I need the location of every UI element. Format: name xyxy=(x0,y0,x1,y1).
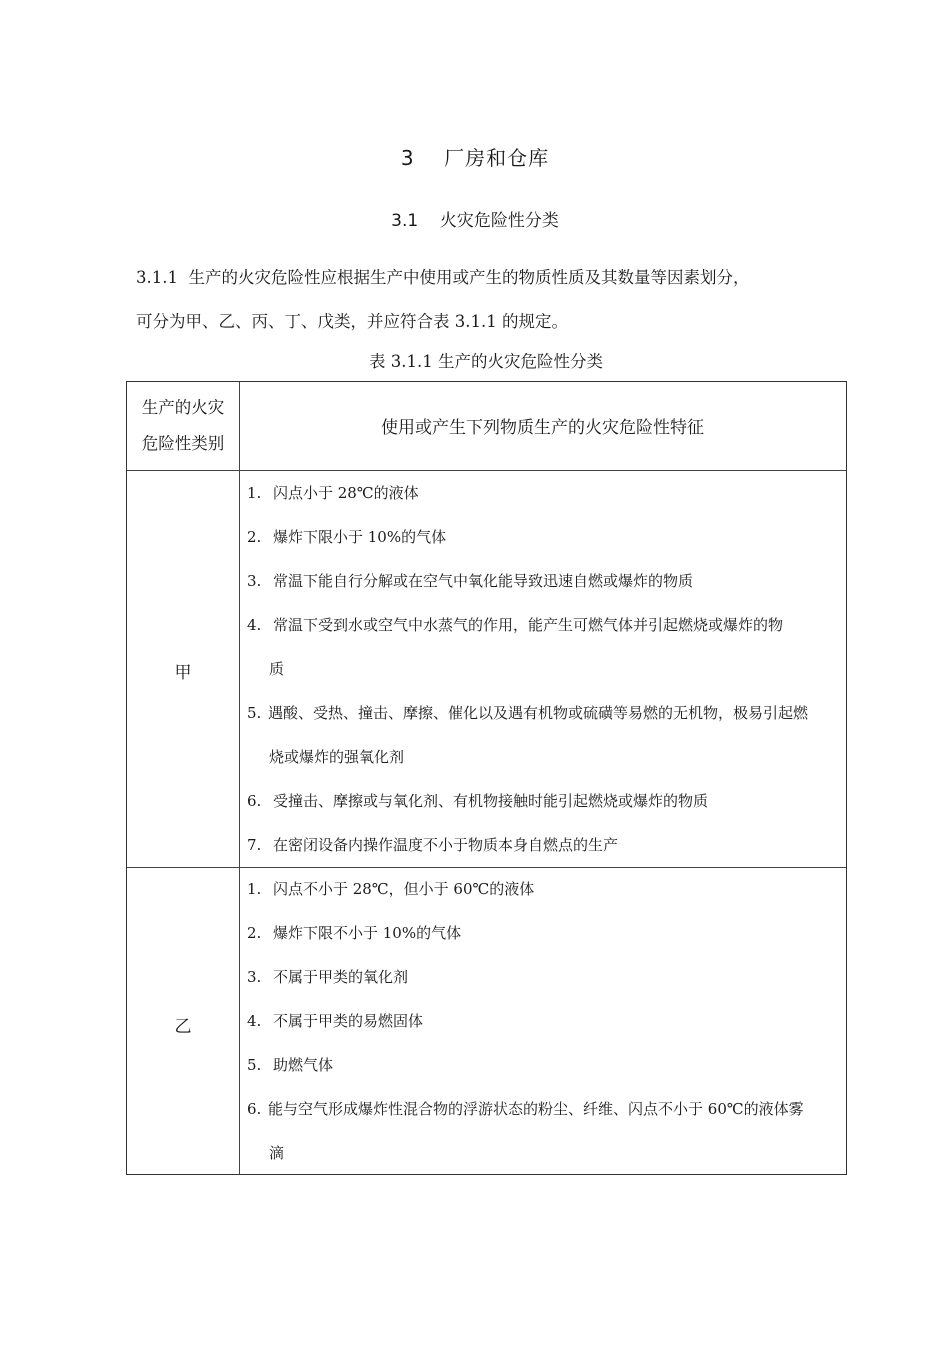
list-item-continuation: 滴 xyxy=(269,1144,285,1162)
header-features-cell: 使用或产生下列物质生产的火灾危险性特征 xyxy=(381,418,704,438)
section-number: 3.1 xyxy=(391,211,419,231)
list-item: 1. 闪点小于 28℃的液体 xyxy=(247,484,419,502)
chapter-number: 3 xyxy=(400,146,415,170)
section-name: 火灾危险性分类 xyxy=(439,211,559,231)
list-item: 1. 闪点不小于 28℃，但小于 60℃的液体 xyxy=(247,880,535,898)
list-item: 4. 常温下受到水或空气中水蒸气的作用，能产生可燃气体并引起燃烧或爆炸的物 xyxy=(247,616,784,634)
column-divider xyxy=(239,382,240,1174)
table-caption: 表 3.1.1 生产的火灾危险性分类 xyxy=(369,352,603,371)
clause-paragraph xyxy=(136,256,836,344)
list-item: 5. 助燃气体 xyxy=(247,1056,334,1074)
list-item: 2. 爆炸下限不小于 10%的气体 xyxy=(247,924,462,942)
class-label-yi: 乙 xyxy=(174,1017,192,1037)
header-divider xyxy=(127,470,846,471)
list-item: 4. 不属于甲类的易燃固体 xyxy=(247,1012,424,1030)
section-title xyxy=(0,206,950,231)
header-class-line-1: 生产的火灾 xyxy=(141,398,225,417)
list-item: 6. 能与空气形成爆炸性混合物的浮游状态的粉尘、纤维、闪点不小于 60℃的液体雾 xyxy=(247,1100,804,1118)
list-item: 6. 受撞击、摩擦或与氧化剂、有机物接触时能引起燃烧或爆炸的物质 xyxy=(247,792,709,810)
chapter-name: 厂房和仓库 xyxy=(444,146,550,170)
clause-line-2: 可分为甲、乙、丙、丁、戊类，并应符合表 3.1.1 的规定。 xyxy=(136,312,568,331)
list-item-continuation: 烧或爆炸的强氧化剂 xyxy=(269,748,405,766)
list-item-continuation: 质 xyxy=(269,660,285,678)
list-item: 2. 爆炸下限小于 10%的气体 xyxy=(247,528,447,546)
header-class-line-2: 危险性类别 xyxy=(141,434,225,453)
list-item: 5. 遇酸、受热、撞击、摩擦、催化以及遇有机物或硫磺等易燃的无机物，极易引起燃 xyxy=(247,704,809,722)
class-label-jia: 甲 xyxy=(174,663,192,683)
list-item: 3. 常温下能自行分解或在空气中氧化能导致迅速自燃或爆炸的物质 xyxy=(247,572,694,590)
list-item: 3. 不属于甲类的氧化剂 xyxy=(247,968,409,986)
clause-line-1: 生产的火灾危险性应根据生产中使用或产生的物质性质及其数量等因素划分， xyxy=(188,268,750,287)
clause-number: 3.1.1 xyxy=(136,268,178,287)
list-item: 7. 在密闭设备内操作温度不小于物质本身自燃点的生产 xyxy=(247,836,619,854)
chapter-title xyxy=(0,142,950,171)
fire-hazard-table xyxy=(126,381,847,1175)
header-class-cell xyxy=(127,390,239,462)
